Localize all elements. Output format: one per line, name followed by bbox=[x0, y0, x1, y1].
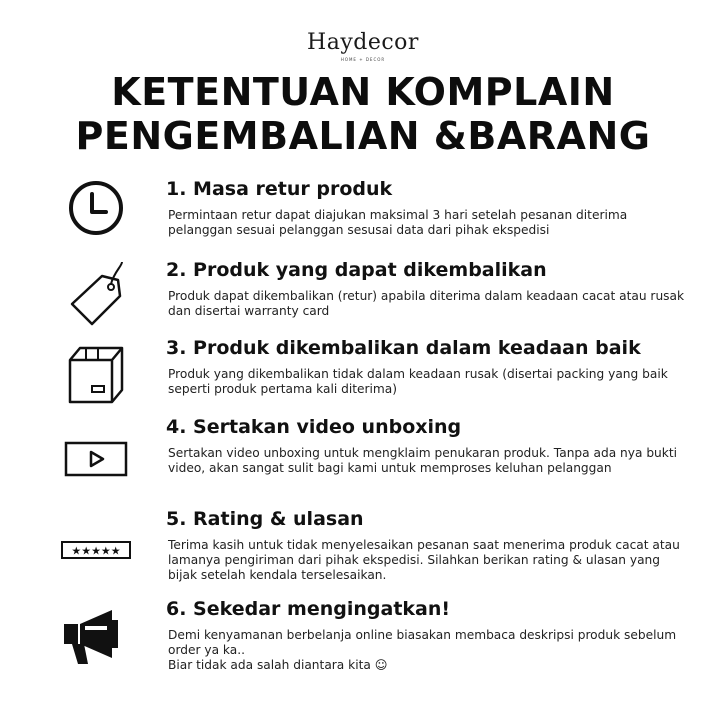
star-rating-icon bbox=[58, 512, 134, 588]
item-description bbox=[168, 628, 688, 673]
brand-name: Haydecor bbox=[307, 30, 419, 55]
item-description: Produk dapat dikembalikan (retur) apabila diterima dalam keadaan cacat atau rusak dan disertai warranty card bbox=[168, 289, 685, 318]
item-heading: 1. Masa retur produk bbox=[166, 178, 393, 200]
video-play-icon bbox=[58, 421, 134, 497]
page-title-line-1: KETENTUAN KOMPLAIN bbox=[111, 70, 615, 114]
item-description: Produk yang dikembalikan tidak dalam keadaan rusak (disertai packing yang baik seperti produk pertama kali diterima) bbox=[168, 367, 668, 396]
clock-icon bbox=[58, 170, 134, 246]
item-heading: 5. Rating & ulasan bbox=[166, 508, 364, 530]
item-description: Terima kasih untuk tidak menyelesaikan pesanan saat menerima produk cacat atau lamanya pengiriman dari pihak ekspedisi. Silahkan berikan rating & ulasan yang bijak setelah kendala terselesaikan. bbox=[168, 538, 680, 582]
item-heading: 3. Produk dikembalikan dalam keadaan baik bbox=[166, 337, 641, 359]
item-heading: 2. Produk yang dapat dikembalikan bbox=[166, 259, 547, 281]
brand-tagline: HOME + DECOR bbox=[340, 57, 386, 62]
item-description-line: Demi kenyamanan berbelanja online biasakan membaca deskripsi produk sebelum order ya ka.. bbox=[168, 628, 677, 657]
item-description: Permintaan retur dapat diajukan maksimal 3 hari setelah pesanan diterima pelanggan sesuai pelanggan sesusai data dari pihak ekspedisi bbox=[168, 208, 628, 237]
brand-logo bbox=[0, 30, 726, 62]
item-description-line: Biar tidak ada salah diantara kita ☺ bbox=[168, 658, 388, 672]
tag-icon bbox=[58, 254, 134, 330]
box-icon bbox=[58, 334, 134, 410]
svg-text:★★★★★: ★★★★★ bbox=[71, 544, 121, 558]
item-description: Sertakan video unboxing untuk mengklaim penukaran produk. Tanpa ada nya bukti video, akan sangat sulit bagi kami untuk memproses keluhan pelanggan bbox=[168, 446, 678, 475]
item-heading: 6. Sekedar mengingatkan! bbox=[166, 598, 451, 620]
megaphone-icon bbox=[58, 598, 134, 674]
item-heading: 4. Sertakan video unboxing bbox=[166, 416, 462, 438]
page-title-line-2: PENGEMBALIAN &BARANG bbox=[75, 114, 651, 158]
